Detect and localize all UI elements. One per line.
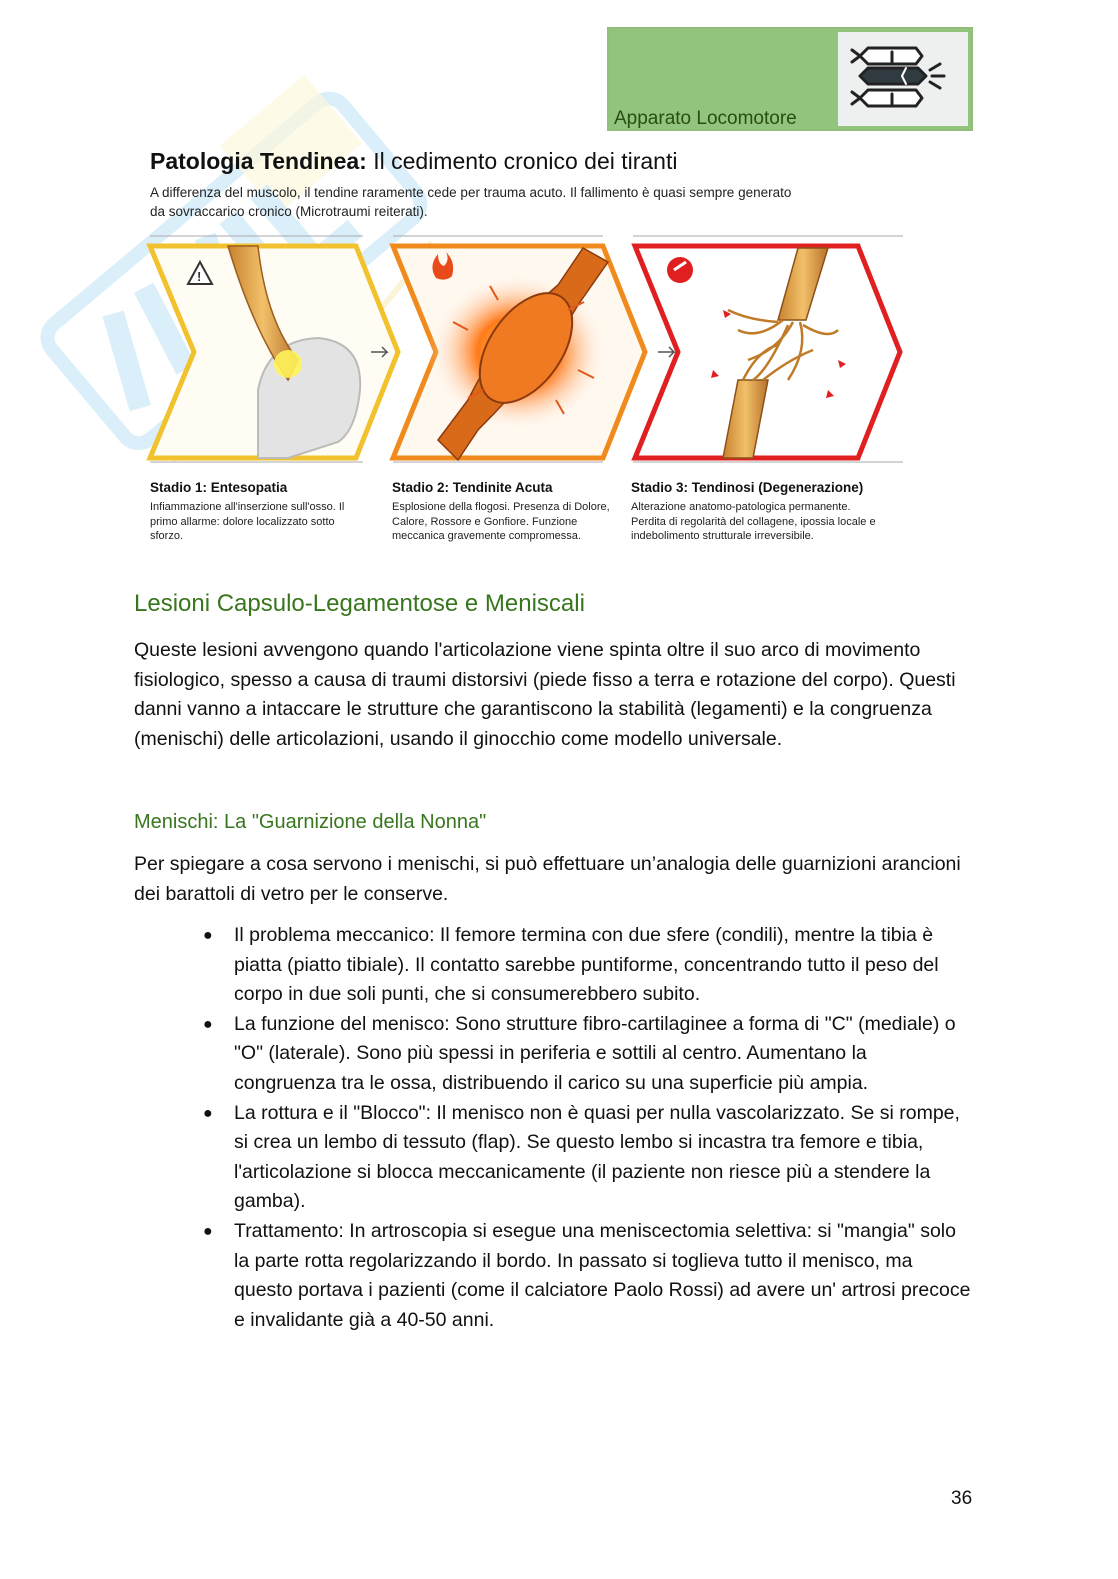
stage-1-title: Stadio 1: Entesopatia	[150, 480, 288, 495]
subsection-title: Menischi: La "Guarnizione della Nonna"	[134, 811, 487, 833]
stages-illustration	[138, 230, 908, 480]
bullet-list	[0, 921, 1118, 1335]
list-item	[0, 1099, 974, 1217]
svg-text:!: !	[197, 269, 202, 284]
header-label: Apparato Locomotore	[614, 108, 797, 129]
list-item-text: Trattamento: In artroscopia si esegue una meniscectomia selettiva: si "mangia" solo la parte rotta regolarizzando il bordo. In passato si toglieva tutto il menisco, ma questo portava i pazienti (come il calciatore Paolo Rossi) ad avere un' artrosi precoce e invalidante già a 40-50 anni.	[234, 1219, 971, 1331]
tendon-pathology-infographic	[138, 140, 908, 555]
header-icon-frame	[836, 30, 970, 128]
infographic-title-rest: Il cedimento cronico dei tiranti	[366, 148, 678, 174]
bullet-dot: ●	[203, 1222, 213, 1240]
infographic-title-bold: Patologia Tendinea:	[150, 148, 367, 174]
list-item	[0, 1010, 974, 1099]
stage-2-title: Stadio 2: Tendinite Acuta	[392, 480, 553, 495]
stage-2-caption	[392, 480, 627, 544]
stage-2-desc: Esplosione della flogosi. Presenza di Dolore, Calore, Rossore e Gonfiore. Funzione meccanica gravemente compromessa.	[392, 501, 610, 542]
broken-gauge-icon	[667, 257, 693, 283]
list-item-text: La rottura e il "Blocco": Il menisco non è quasi per nulla vascolarizzato. Se si rompe, si crea un lembo di tessuto (flap). Se questo lembo si incastra tra femore e tibia, l'articolazione si blocca meccanicamente (il paziente non riesce più a stendere la gamba).	[234, 1101, 960, 1213]
list-item	[0, 921, 974, 1010]
stage1-panel	[150, 246, 398, 458]
bullet-dot: ●	[203, 1015, 213, 1033]
bullet-dot: ●	[203, 1104, 213, 1122]
infographic-title	[150, 148, 677, 175]
stage-3-caption	[631, 480, 893, 544]
bullet-dot: ●	[203, 927, 213, 944]
stage-1-desc: Infiammazione all'inserzione sull'osso. Il primo allarme: dolore localizzato sotto sforzo.	[150, 501, 345, 542]
stage-3-title: Stadio 3: Tendinosi (Degenerazione)	[631, 480, 864, 495]
section-paragraph: Queste lesioni avvengono quando l'articolazione viene spinta oltre il suo arco di movimento fisiologico, spesso a causa di traumi distorsivi (piede fisso a terra e rotazione del corpo). Questi danni vanno a intaccare le strutture che garantiscono la stabilità (legamenti) e la congruenza (menischi) delle articolazioni, usando il ginocchio come modello universale.	[134, 639, 956, 750]
page-number: 36	[951, 1488, 973, 1509]
infographic-subtitle: A differenza del muscolo, il tendine raramente cede per trauma acuto. Il fallimento è quasi sempre generato da sovraccarico cronico (Microtraumi reiterati).	[150, 185, 792, 219]
spine-vertebra-icon	[846, 38, 962, 122]
list-item-text: Il problema meccanico: Il femore termina con due sfere (condili), mentre la tibia è piatta (piatto tibiale). Il contatto sarebbe puntiforme, concentrando tutto il peso del corpo in due soli punti, che si consumerebbero subito.	[234, 924, 939, 1006]
list-item	[0, 1217, 974, 1335]
stage-1-caption	[150, 480, 385, 544]
stage-3-desc: Alterazione anatomo-patologica permanente. Perdita di regolarità del collagene, ipossia locale e indebolimento strutturale irreversibile.	[631, 501, 876, 542]
subsection-paragraph: Per spiegare a cosa servono i menischi, si può effettuare un’analogia delle guarnizioni arancioni dei barattoli di vetro per le conserve.	[134, 853, 961, 905]
list-item-text: La funzione del menisco: Sono strutture fibro-cartilaginee a forma di "C" (mediale) o "O" (laterale). Sono più spessi in periferia e sottili al centro. Aumentano la congruenza tra le ossa, distribuendo il carico su una superficie più ampia.	[234, 1012, 956, 1094]
stage2-panel	[393, 246, 645, 460]
section-title: Lesioni Capsulo-Legamentose e Meniscali	[134, 590, 585, 617]
